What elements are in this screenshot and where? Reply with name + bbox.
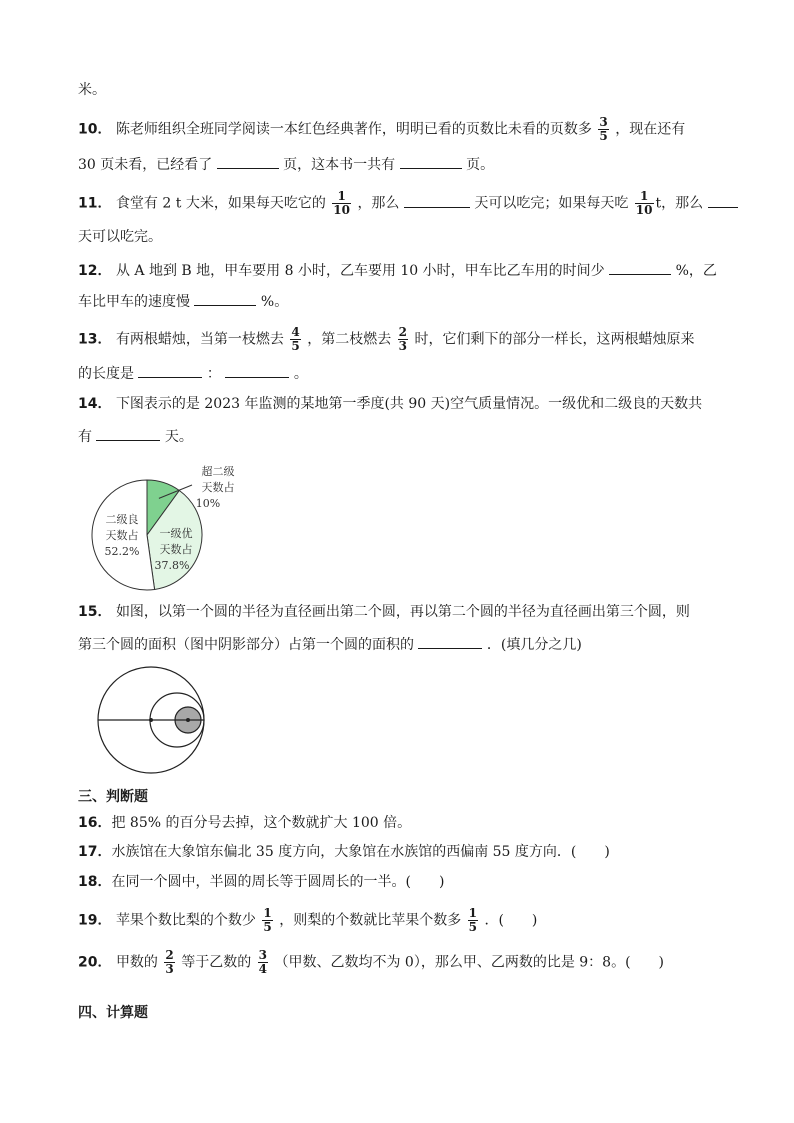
fraction: $\frac{1}{5}$ bbox=[468, 906, 478, 934]
question-11: 11． 食堂有 2 t 大米，如果每天吃它的 $\frac{1}{10}$ ，那么 天可以吃完；如果每天吃 $\frac{1}{10}$ t，那么 bbox=[78, 190, 718, 217]
section-heading-judgement: 三、判断题 bbox=[78, 789, 148, 805]
answer-blank[interactable] bbox=[418, 633, 482, 649]
fraction: $\frac{1}{10}$ bbox=[333, 189, 350, 217]
pie-label: 天数占 bbox=[201, 481, 235, 494]
question-number: 16． bbox=[78, 815, 112, 831]
fraction: $\frac{1}{5}$ bbox=[263, 906, 272, 934]
pie-label: 二级良 bbox=[105, 513, 139, 526]
pie-percent-label: 10% bbox=[195, 497, 221, 510]
answer-blank[interactable] bbox=[609, 259, 671, 275]
fraction: $\frac{3}{5}$ bbox=[599, 115, 608, 143]
question-15-line2: 第三个圆的面积（图中阴影部分）占第一个圆的面积的 ．(填几分之几) bbox=[78, 633, 718, 655]
question-17: 17．水族馆在大象馆东偏北 35 度方向，大象馆在水族馆的西偏南 55 度方向．( ) bbox=[78, 844, 610, 860]
question-12: 12． 从 A 地到 B 地，甲车要用 8 小时，乙车要用 10 小时，甲车比乙车用的时间少 %，乙 bbox=[78, 259, 718, 281]
pie-percent-label: 52.2% bbox=[104, 545, 140, 558]
question-number: 10． bbox=[78, 121, 112, 138]
fraction: $\frac{2}{3}$ bbox=[398, 325, 408, 353]
fraction: $\frac{2}{3}$ bbox=[165, 948, 174, 976]
question-number: 15． bbox=[78, 604, 112, 620]
pie-label: 天数占 bbox=[105, 529, 139, 542]
question-number: 20． bbox=[78, 954, 112, 971]
question-20: 20． 甲数的 $\frac{2}{3}$ 等于乙数的 $\frac{3}{4}$ （甲数、乙数均不为 0），那么甲、乙两数的比是 9：8。( ) bbox=[78, 948, 665, 976]
pie-label: 超二级 bbox=[201, 465, 235, 478]
section-heading-calculation: 四、计算题 bbox=[78, 1005, 148, 1021]
question-number: 19． bbox=[78, 912, 112, 929]
answer-blank[interactable] bbox=[194, 290, 256, 306]
question-18: 18．在同一个圆中，半圆的周长等于圆周长的一半。( ) bbox=[78, 874, 445, 890]
question-14-line2: 有 天。 bbox=[78, 425, 718, 447]
fraction: $\frac{3}{4}$ bbox=[258, 948, 268, 976]
nested-circles-diagram bbox=[95, 665, 215, 779]
pie-label: 天数占 bbox=[159, 543, 193, 556]
question-12-line2: 车比甲车的速度慢 %。 bbox=[78, 290, 718, 312]
question-15: 15． 如图，以第一个圆的半径为直径画出第二个圆，再以第二个圆的半径为直径画出第三个圆，则 bbox=[78, 604, 690, 620]
air-quality-pie-chart bbox=[80, 455, 260, 600]
question-16: 16．把 85% 的百分号去掉，这个数就扩大 100 倍。 bbox=[78, 815, 412, 831]
answer-blank[interactable] bbox=[400, 153, 462, 169]
center-dot bbox=[149, 718, 153, 722]
center-dot bbox=[186, 718, 190, 722]
answer-blank[interactable] bbox=[138, 362, 202, 378]
question-number: 12． bbox=[78, 263, 112, 279]
answer-blank[interactable] bbox=[217, 153, 279, 169]
question-10: 10． 陈老师组织全班同学阅读一本红色经典著作，明明已看的页数比未看的页数多 $\frac{3}{5}$ ，现在还有 bbox=[78, 115, 686, 143]
question-number: 13． bbox=[78, 331, 112, 348]
pie-label: 一级优 bbox=[159, 527, 193, 540]
question-19: 19． 苹果个数比梨的个数少 $\frac{1}{5}$ ，则梨的个数就比苹果个数多 $\frac{1}{5}$ ．( ) bbox=[78, 906, 538, 934]
fraction: $\frac{4}{5}$ bbox=[291, 325, 300, 353]
pie-percent-label: 37.8% bbox=[154, 559, 190, 572]
answer-blank[interactable] bbox=[708, 192, 738, 208]
question-13: 13． 有两根蜡烛，当第一枝燃去 $\frac{4}{5}$ ，第二枝燃去 $\frac{2}{3}$ 时，它们剩下的部分一样长，这两根蜡烛原来 bbox=[78, 325, 695, 353]
question-number: 17． bbox=[78, 844, 112, 860]
fraction: $\frac{1}{10}$ bbox=[635, 189, 653, 217]
question-13-line2: 的长度是 ： 。 bbox=[78, 362, 718, 384]
question-14: 14． 下图表示的是 2023 年监测的某地第一季度(共 90 天)空气质量情况。一级优和二级良的天数共 bbox=[78, 396, 703, 412]
question-number: 14． bbox=[78, 396, 112, 412]
answer-blank[interactable] bbox=[404, 192, 470, 208]
question-10-line2: 30 页未看，已经看了 页，这本书一共有 页。 bbox=[78, 153, 718, 175]
question-number: 11． bbox=[78, 195, 112, 212]
question-number: 18． bbox=[78, 874, 112, 890]
answer-blank[interactable] bbox=[225, 362, 289, 378]
q9-tail: 米。 bbox=[78, 82, 106, 98]
question-11-line2: 天可以吃完。 bbox=[78, 229, 162, 245]
answer-blank[interactable] bbox=[96, 425, 160, 441]
